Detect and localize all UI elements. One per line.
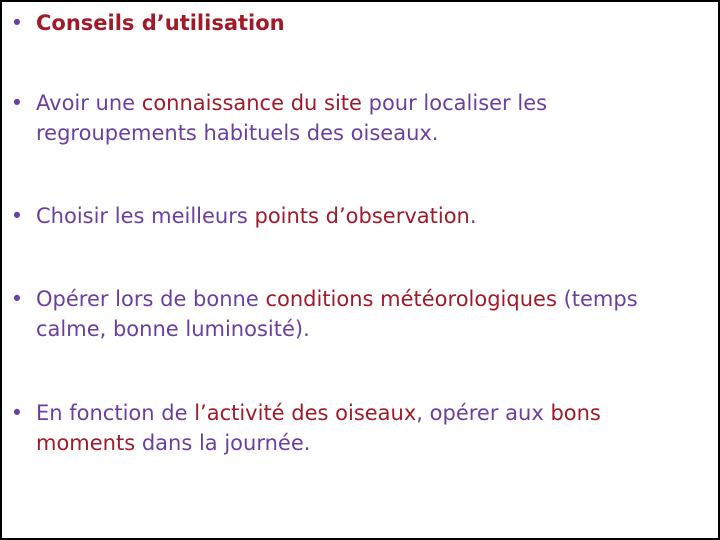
bullet-item-bird-activity	[10, 398, 686, 458]
bullet-highlight: connaissance du site	[141, 91, 362, 115]
bullet-text: dans la journée.	[135, 431, 311, 455]
bullet-heading	[10, 8, 686, 38]
bullet-text: pour localiser les regroupements habituels des oiseaux.	[36, 91, 548, 145]
bullet-text: Opérer lors de bonne	[36, 287, 266, 311]
bullet-highlight: bons moments	[36, 401, 601, 455]
bullet-highlight: conditions météorologiques	[265, 287, 557, 311]
bullet-dot-icon: •	[10, 287, 24, 311]
bullet-item-observation-points	[10, 201, 686, 231]
bullet-dot-icon: •	[10, 401, 24, 425]
bullet-text: (temps calme, bonne luminosité).	[36, 287, 638, 341]
bullet-item-weather-conditions	[10, 284, 686, 344]
bullet-text: , opérer aux	[416, 401, 551, 425]
bullet-item-site-knowledge	[10, 88, 686, 148]
bullet-text: .	[469, 204, 477, 228]
bullet-dot-icon: •	[10, 11, 24, 35]
bullet-text: Choisir les meilleurs	[36, 204, 255, 228]
bullet-highlight: points d’observation	[254, 204, 470, 228]
bullet-dot-icon: •	[10, 91, 24, 115]
bullet-text: Avoir une	[36, 91, 142, 115]
bullet-text: En fonction de	[36, 401, 195, 425]
heading-text: Conseils d’utilisation	[36, 11, 285, 35]
bullet-dot-icon: •	[10, 204, 24, 228]
bullet-highlight: l’activité des oiseaux	[194, 401, 417, 425]
